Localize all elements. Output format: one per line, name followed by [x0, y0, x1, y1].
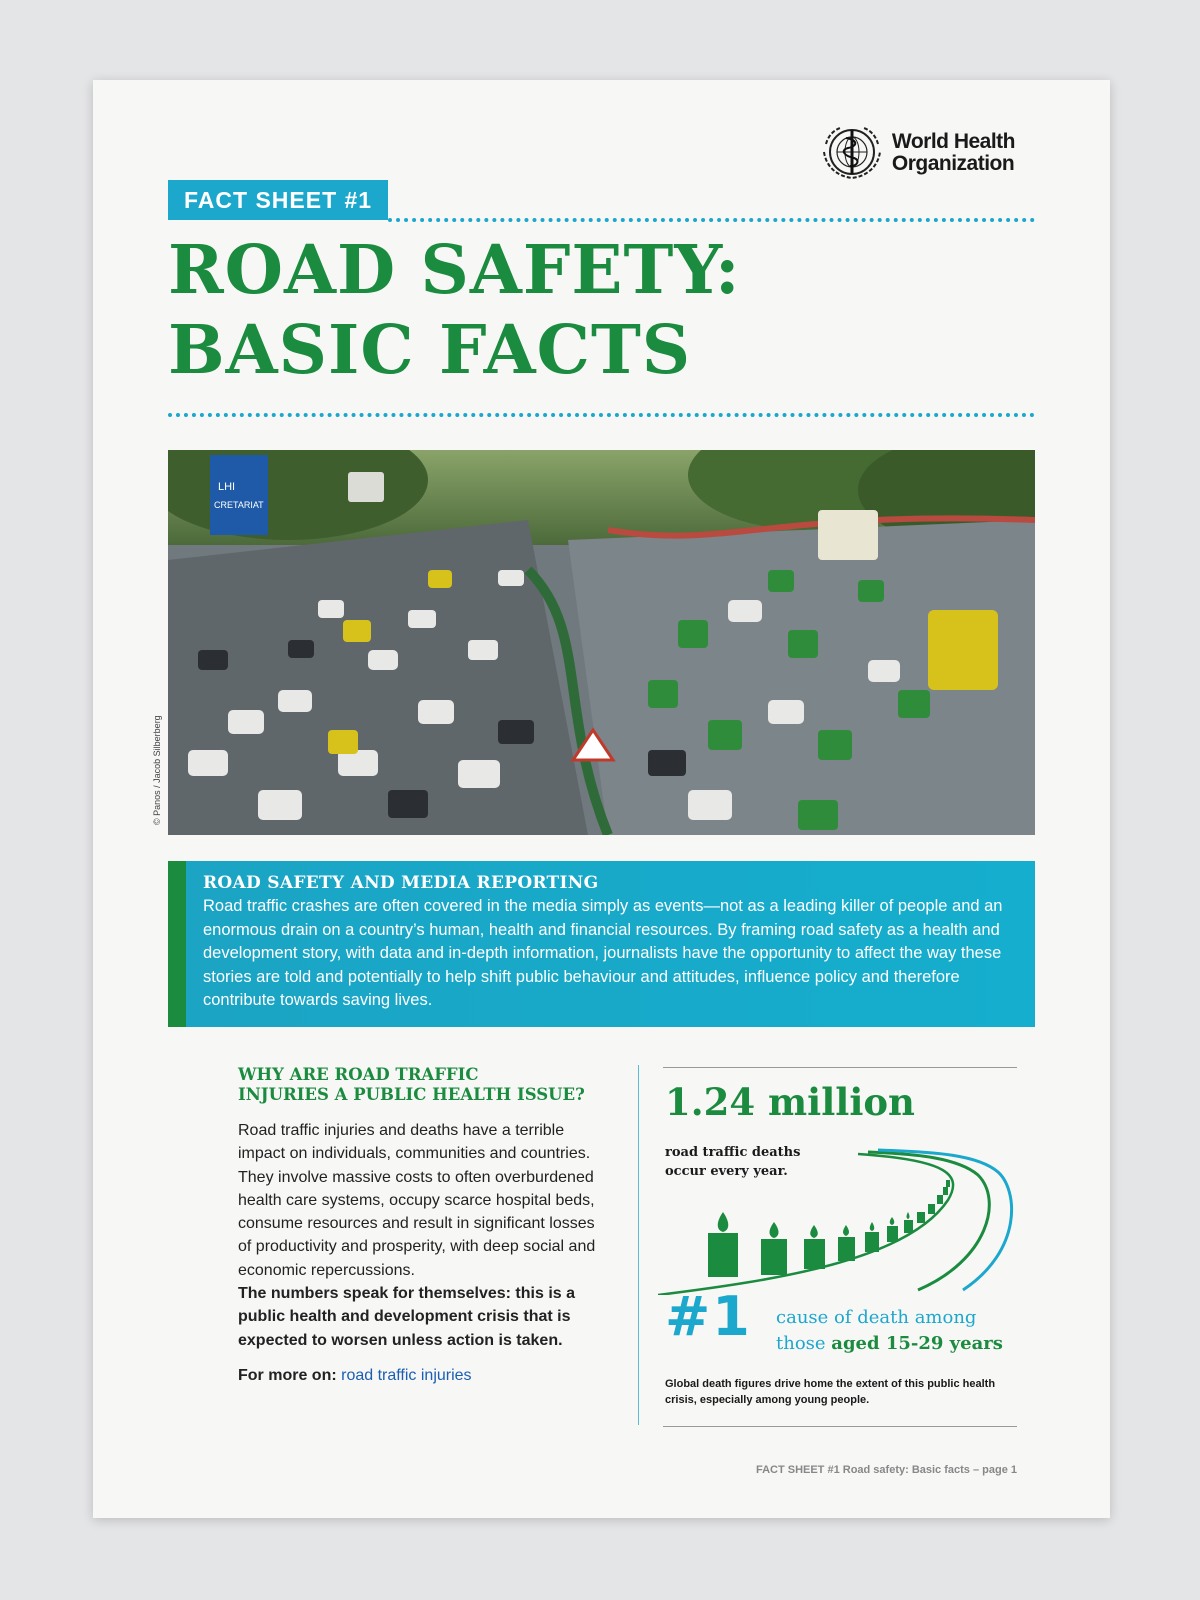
who-line2: Organization: [891, 152, 1015, 175]
more-on: [238, 1364, 608, 1387]
page-footer: FACT SHEET #1 Road safety: Basic facts – page 1: [755, 1464, 1017, 1476]
cause-line2a: those: [776, 1333, 826, 1354]
why-bold-statement: The numbers speak for themselves: this is a public health and development crisis that is expected to worsen unless action is taken.: [238, 1285, 576, 1349]
sign-text-bottom: CRETARIAT: [214, 500, 264, 510]
candle-icon-6: [887, 1217, 898, 1242]
traffic-photo: [168, 450, 1035, 835]
candle-icon-4: [838, 1225, 855, 1261]
more-label: For more on:: [238, 1366, 337, 1384]
fact-sheet-tag: FACT SHEET #1: [168, 180, 388, 220]
deaths-sub-line2: occur every year.: [665, 1164, 788, 1179]
why-body: Road traffic injuries and deaths have a terrible impact on individuals, communities and countries. They involve massive costs to often overburdened health care systems, occupy scarce hospital beds, consume resources and result in significant losses of productivity and prosperity, with deep social and economic repercussions.: [238, 1122, 596, 1279]
dotted-divider-bottom: [168, 413, 1035, 417]
candle-icon-1: [708, 1212, 738, 1277]
sign-text-top: LHI: [218, 481, 236, 493]
dotted-divider-top: [388, 218, 1035, 222]
stats-rule-bottom: [663, 1426, 1017, 1427]
column-divider: [638, 1065, 639, 1425]
page-title: [168, 230, 1028, 390]
who-wordmark: [892, 131, 1015, 175]
candle-road-illustration: [658, 1140, 1028, 1295]
title-line2: BASIC FACTS: [168, 310, 692, 389]
photo-credit: © Panos / Jacob Silberberg: [152, 715, 162, 825]
road-traffic-injuries-link[interactable]: road traffic injuries: [341, 1366, 472, 1384]
candle-icon-5: [865, 1222, 879, 1252]
candle-icon-3: [804, 1225, 825, 1269]
cause-line2b: aged 15-29 years: [831, 1333, 1003, 1354]
why-heading-line2: INJURIES A PUBLIC HEALTH ISSUE?: [238, 1085, 585, 1104]
media-body: Road traffic crashes are often covered in the media simply as events—not as a leading killer of people and an enormous drain on a country’s human, health and financial resources. By framing road safety as a health and development story, with data and in-depth information, journalists have the opportunity to affect the way these stories are told and potentially to help shift public behaviour and attitudes, influence policy and therefore contribute towards saving lives.: [203, 897, 1003, 1009]
why-heading: [238, 1065, 608, 1105]
stats-rule-top: [663, 1067, 1017, 1068]
media-reporting-box: [168, 861, 1035, 1027]
deaths-sub-line1: road traffic deaths: [665, 1145, 801, 1160]
cause-of-death-text: [776, 1305, 1003, 1357]
media-heading: ROAD SAFETY AND MEDIA REPORTING: [203, 873, 599, 893]
title-line1: ROAD SAFETY:: [168, 230, 741, 309]
fact-sheet-page: [93, 80, 1110, 1518]
who-line1: World Health: [891, 130, 1015, 153]
why-heading-line1: WHY ARE ROAD TRAFFIC: [238, 1065, 479, 1084]
candle-icon-2: [761, 1222, 787, 1275]
who-emblem-icon: [818, 122, 886, 184]
candle-icon-7: [904, 1212, 913, 1233]
deaths-figure: 1.24 million: [665, 1080, 915, 1124]
why-section: [238, 1065, 608, 1387]
stats-caption: Global death figures drive home the extent of this public health crisis, especially among young people.: [665, 1378, 996, 1406]
cause-line1: cause of death among: [776, 1307, 977, 1328]
rank-figure: #1: [665, 1285, 752, 1348]
who-logo: [818, 122, 1015, 184]
